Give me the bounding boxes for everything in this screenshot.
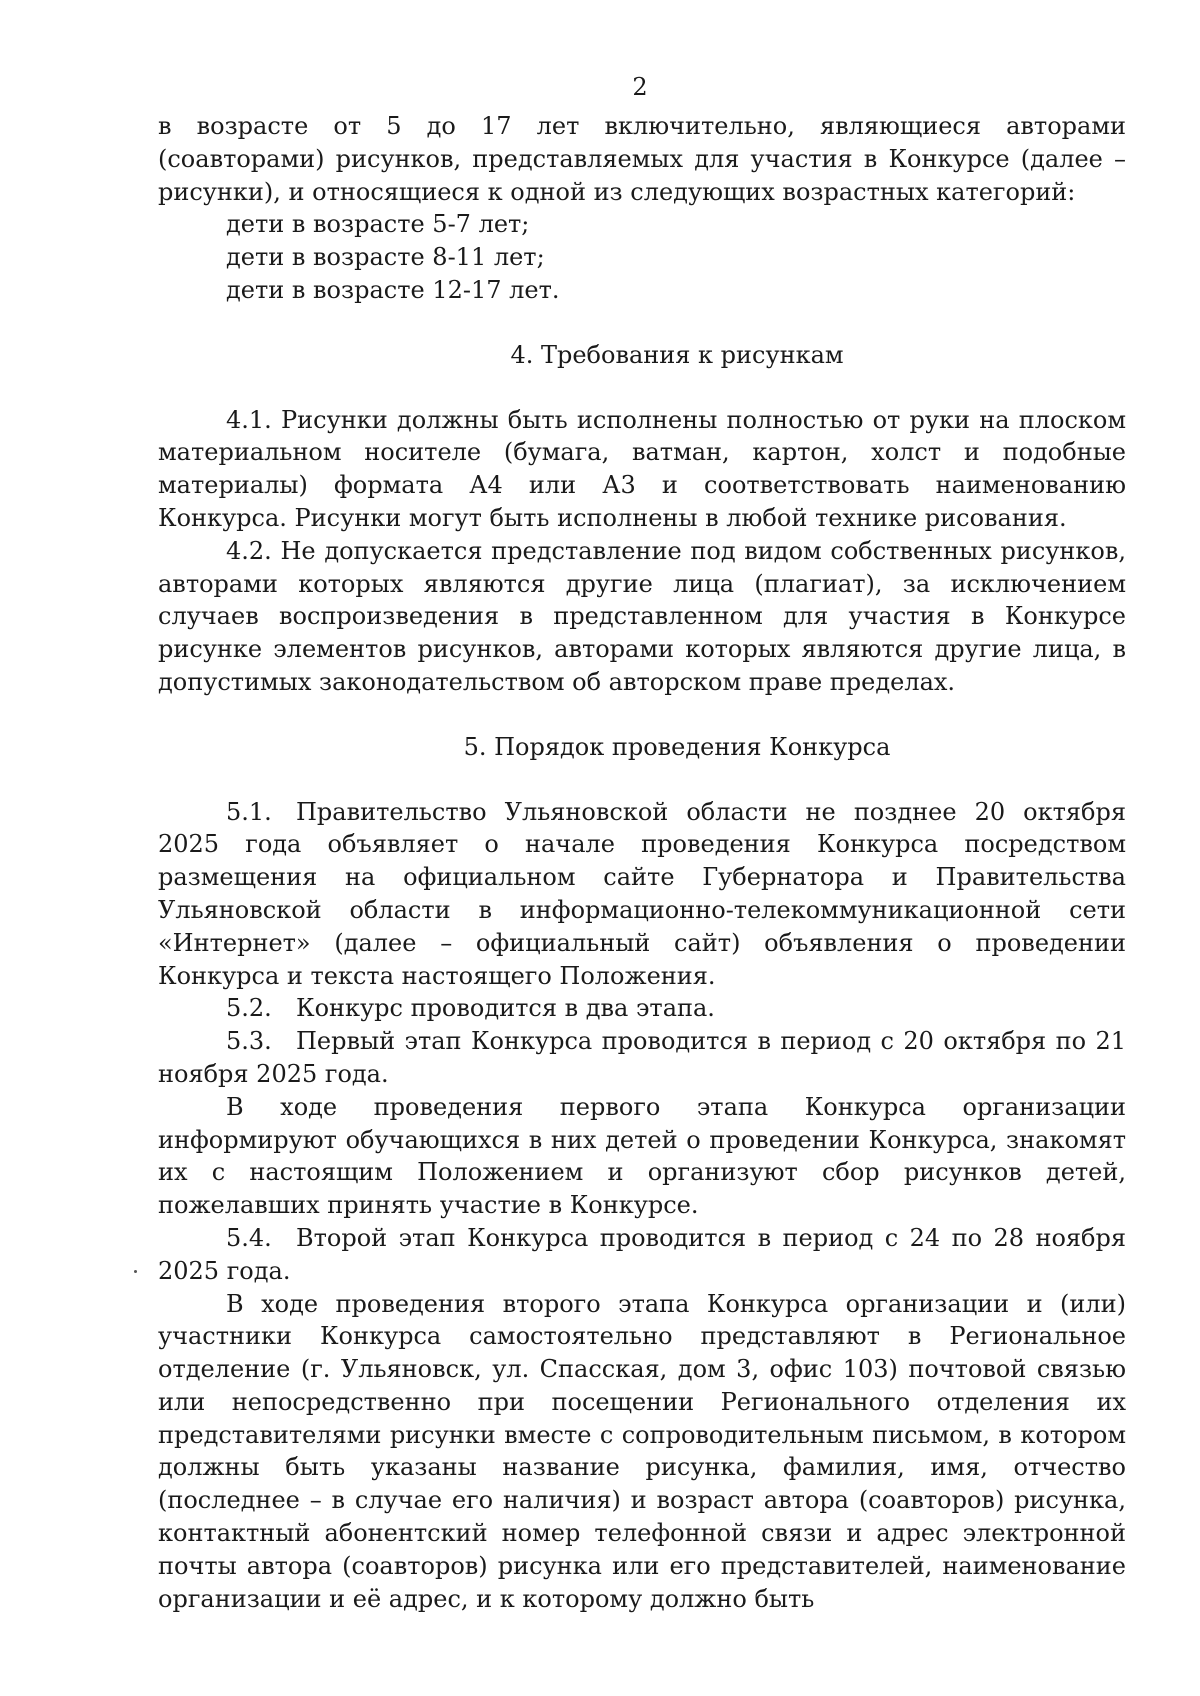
clause-text: Правительство Ульяновской области не позднее 20 октября 2025 года объявляет о начале проведения Конкурса посредством размещения на официальном сайте Губернатора и Правительства Ульяновской области в информационно-телекоммуникационной сети «Интернет» (далее – официальный сайт) объявления о проведении Конкурса и текста настоящего Положения. (158, 797, 1126, 990)
clause-number: 5.3. (226, 1027, 272, 1056)
clause-4-1: 4.1. Рисунки должны быть исполнены полностью от руки на плоском материальном носителе (бумага, ватман, картон, холст и подобные материалы) формата А4 или А3 и соответствовать наименованию Конкурса. Рисунки могут быть исполнены в любой технике рисования. (158, 405, 1126, 532)
age-category-item: дети в возрасте 5-7 лет; (226, 210, 530, 239)
document-body (158, 110, 1126, 1615)
clause-text: Конкурс проводится в два этапа. (296, 994, 715, 1023)
clause-number: 5.2. (226, 994, 272, 1023)
clause-5-3 (158, 1025, 1126, 1091)
clause-text: Первый этап Конкурса проводится в период с 20 октября по 21 ноября 2025 года. (158, 1027, 1126, 1088)
clause-5-4 (158, 1222, 1126, 1288)
scan-dot (134, 1270, 137, 1273)
section-5-heading: 5. Порядок проведения Конкурса (463, 732, 891, 761)
section-4-heading: 4. Требования к рисункам (510, 340, 844, 369)
clause-text: Второй этап Конкурса проводится в период с 24 по 28 ноября 2025 года. (158, 1223, 1126, 1285)
page-number: 2 (632, 73, 648, 101)
clause-number: 5.4. (226, 1223, 272, 1252)
clause-5-2 (158, 992, 1126, 1025)
clause-5-4-detail: В ходе проведения второго этапа Конкурса организации и (или) участники Конкурса самостоятельно представляют в Региональное отделение (г. Ульяновск, ул. Спасская, дом 3, офис 103) почтовой связью или непосредственно при посещении Регионального отделения их представителями рисунки вместе с сопроводительным письмом, в котором должны быть указаны название рисунка, фамилия, имя, отчество (последнее – в случае его наличия) и возраст автора (соавторов) рисунка, контактный абонентский номер телефонной связи и адрес электронной почты автора (соавторов) рисунка или его представителей, наименование организации и её адрес, и к которому должно быть (158, 1289, 1126, 1613)
clause-5-1 (158, 796, 1126, 993)
clause-4-2: 4.2. Не допускается представление под видом собственных рисунков, авторами которых являются другие лица (плагиат), за исключением случаев воспроизведения в представленном для участия в Конкурсе рисунке элементов рисунков, авторами которых являются другие лица, в допустимых законодательством об авторском праве пределах. (158, 536, 1126, 696)
age-category-item: дети в возрасте 12-17 лет. (226, 275, 560, 304)
clause-number: 5.1. (226, 797, 272, 826)
age-category-item: дети в возрасте 8-11 лет; (226, 243, 545, 272)
clause-5-3-detail: В ходе проведения первого этапа Конкурса организации информируют обучающихся в них детей о проведении Конкурса, знакомят их с настоящим Положением и организуют сбор рисунков детей, пожелавших принять участие в Конкурсе. (158, 1092, 1126, 1220)
intro-paragraph: в возрасте от 5 до 17 лет включительно, являющиеся авторами (соавторами) рисунков, представляемых для участия в Конкурсе (далее – рисунки), и относящиеся к одной из следующих возрастных категорий: (158, 112, 1126, 206)
